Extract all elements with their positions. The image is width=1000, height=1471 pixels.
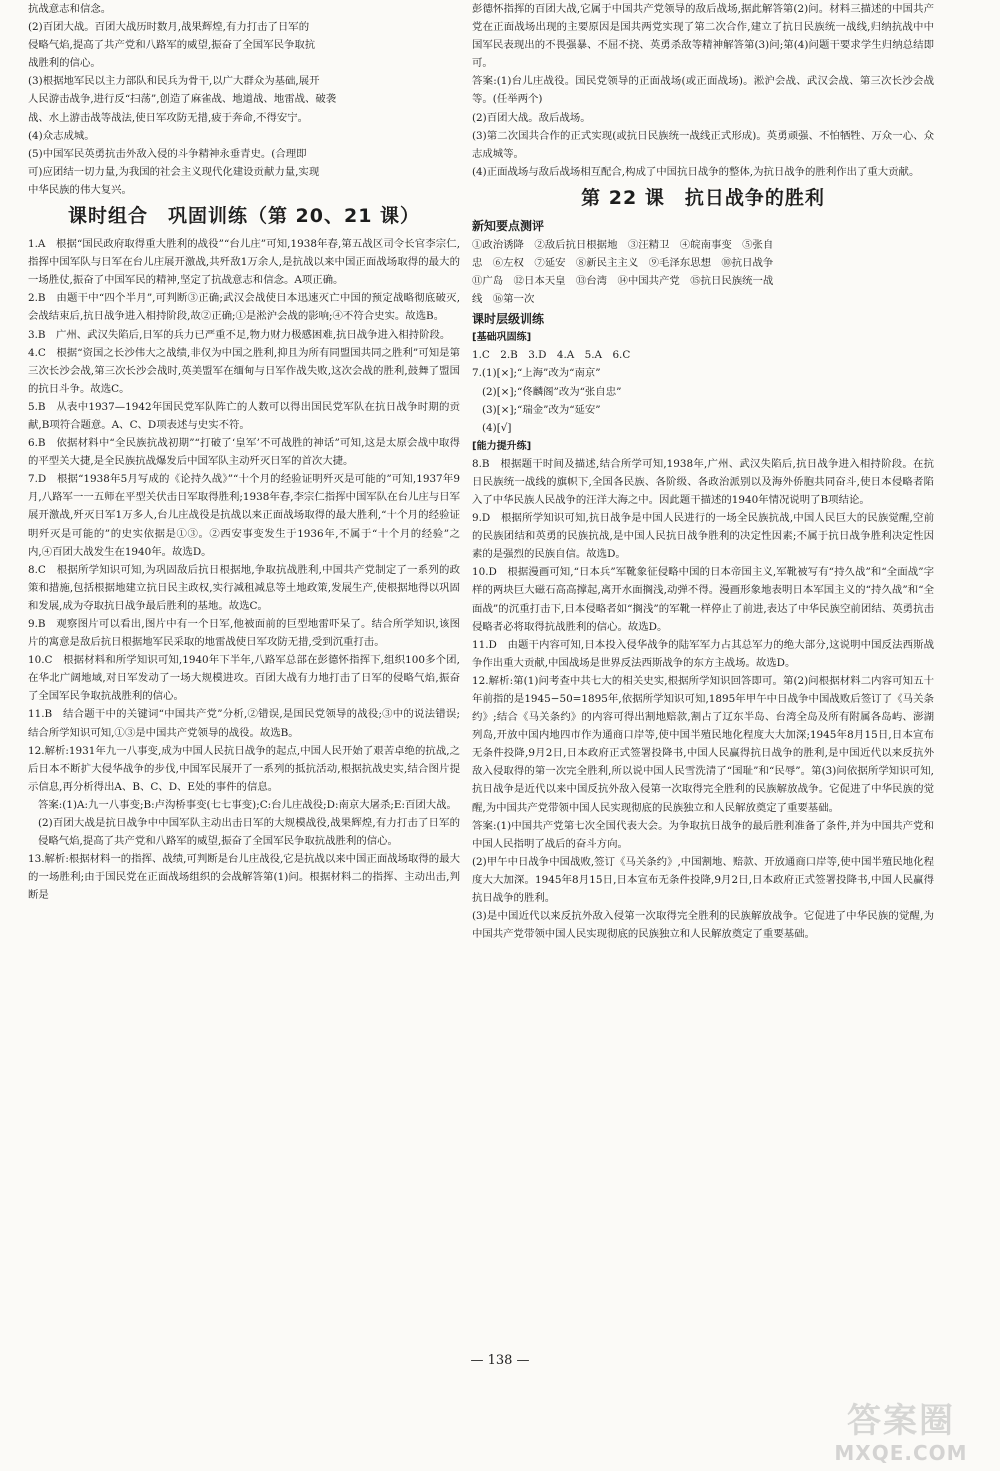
text-line: 答案:(1)台儿庄战役。国民党领导的正面战场(或正面战场)。淞沪会战、武汉会战、第三次长沙会战等。(任举两个) <box>472 75 934 106</box>
text-line: (2)百团大战。百团大战历时数月,战果辉煌,有力打击了日军的 <box>28 21 310 34</box>
answer-item: (3)是中国近代以来反抗外敌入侵第一次取得完全胜利的民族解放战争。它促进了中华民族的觉醒,为中国共产党带领中国人民实现彻底的民族独立和人民解放奠定了重要基础。 <box>472 910 934 941</box>
text-line: (3)第二次国共合作的正式实现(或抗日民族统一战线正式形成)。英勇顽强、不怕牺牲、万众一心、众志成城等。 <box>472 129 934 160</box>
text-line: (3)根据地军民以主力部队和民兵为骨干,以广大群众为基础,展开 <box>28 75 320 88</box>
page-number <box>0 1353 1000 1368</box>
text-line: 人民游击战争,进行反“扫荡”,创造了麻雀战、地道战、地雷战、破袭 <box>28 93 337 106</box>
answer-item: 4.C 根据“资国之长沙伟大之战绩,非仅为中国之胜利,抑且为所有同盟国共同之胜利”可知是第三次长沙会战,第三次长沙会战时,英美盟军在缅甸与日军作战失败,这次会战的胜利,鼓舞了盟国的抗日斗争。故选C。 <box>28 346 460 395</box>
watermark-url: MXQE.COM <box>834 1441 968 1465</box>
text-line: (2)[×];“佟麟阁”改为“张自忠” <box>482 385 622 398</box>
text-line: (4)众志成城。 <box>28 129 95 142</box>
text-line: (4)[√] <box>482 421 512 434</box>
answer-item: 2.B 由题干中“四个半月”,可判断③正确;武汉会战使日本迅速灭亡中国的预定战略彻底破灭,会战结束后,抗日战争进入相持阶段,故②正确;①是淞沪会战的影响;④不符合史实。故选B。 <box>28 292 460 323</box>
answer-item: 7.D 根据“1938年5月写成的《论持久战》”“十个月的经验证明歼灭是可能的”可知,1937年9月,八路军一一五师在平型关伏击日军取得胜利;1938年春,李宗仁指挥中国军队在台儿庄与日军展开激战,歼灭日军1万多人,台儿庄战役是抗战以来正面战场取得的最大胜利,“十个月的经验证明歼灭是可能的”的史实依据是①③。②西安事变发生于1936年,不属于“十个月的经验”之内,④百团大战发生在1940年。故选D。 <box>28 473 460 558</box>
answer-item: 答案:(1)中国共产党第七次全国代表大会。为争取抗日战争的最后胜利准备了条件,并为中国共产党和中国人民指明了战后的奋斗方向。 <box>472 819 934 850</box>
answer-item: 10.C 根据材料和所学知识可知,1940年下半年,八路军总部在彭德怀指挥下,组织100多个团,在华北广阔地域,对日军发动了一场大规模进攻。百团大战有力地打击了日军的侵略气焰,振奋了全国军民争取抗战胜利的信心。 <box>28 654 460 703</box>
text-line: 战、水上游击战等战法,使日军攻防无措,疲于奔命,不得安宁。 <box>28 111 309 124</box>
lesson-title: 第 22 课 抗日战争的胜利 <box>581 186 825 209</box>
right-column <box>472 0 934 943</box>
text-line: 彭德怀指挥的百团大战,它属于中国共产党领导的敌后战场,据此解答第(2)问。材料三描述的中国共产党在正面战场出现的主要原因是国共两党实现了第二次合作,建立了抗日民族统一战线,归纳抗战中中国军民表现出的不畏强暴、不屈不挠、英勇杀敌等精神解答第(3)问;第(4)问题干要求学生归纳总结即可。 <box>472 3 934 70</box>
answer-item: (2)百团大战是抗日战争中中国军队主动出击日军的大规模战役,战果辉煌,有力打击了日军的侵略气焰,提高了共产党和八路军的威望,振奋了全国军民争取抗战胜利的信心。 <box>38 817 460 848</box>
text-line: 中华民族的伟大复兴。 <box>28 183 132 196</box>
answer-item: 8.B 根据题干时间及描述,结合所学可知,1938年,广州、武汉失陷后,抗日战争进入相持阶段。在抗日民族统一战线的旗帜下,全国各民族、各阶级、各政治派别以及海外侨胞共同奋斗,使日本侵略者陷入了中华民族人民战争的汪洋大海之中。因此题干描述的1940年情况说明了B项结论。 <box>472 457 934 506</box>
answer-item: (2)甲午中日战争中国战败,签订《马关条约》,中国割地、赔款、开放通商口岸等,使中国半殖民地化程度大大加深。1945年8月15日,日本宣布无条件投降,9月2日,日本政府正式签署投降书,中国人民赢得抗日战争的胜利。 <box>472 855 934 905</box>
answer-item: 8.C 根据所学知识可知,为巩固敌后抗日根据地,争取抗战胜利,中国共产党制定了一系列的政策和措施,包括根据地建立抗日民主政权,实行减租减息等土地政策,发展生产,使根据地得以巩固和发展,成为夺取抗日战争最后胜利的基地。故选C。 <box>28 563 460 612</box>
text-line: 侵略气焰,提高了共产党和八路军的威望,振奋了全国军民争取抗 <box>28 39 316 52</box>
left-column <box>28 0 460 905</box>
text-line: ⑪广岛 ⑫日本天皇 ⑬台湾 ⑭中国共产党 ⑮抗日民族统一战 <box>472 275 774 288</box>
text-line: (4)正面战场与敌后战场相互配合,构成了中国抗日战争的整体,为抗日战争的胜利作出了重大贡献。 <box>472 165 920 178</box>
answer-item: 11.B 结合题干中的关键词“中国共产党”分析,②错误,是国民党领导的战役;③中的说法错误;结合所学知识可知,①③是中国共产党领导的战役。故选B。 <box>28 708 460 739</box>
answer-item: 10.D 根据漫画可知,“日本兵”军靴象征侵略中国的日本帝国主义,军靴被写有“持久战”和“全面战”字样的两块巨大磁石高高撑起,离开水面搁浅,动弹不得。漫画形象地表明日本军国主义的“持久战”和“全面战”的沉重打击下,日本侵略者如“搁浅”的军靴一样停止了前进,表达了中华民族空前团结、英勇抗击侵略者必将取得抗战胜利的信心。故选D。 <box>472 566 934 633</box>
section-title: 课时组合 巩固训练（第 20、21 课） <box>67 205 421 228</box>
text-line: 抗战意志和信念。 <box>28 3 112 15</box>
watermark-logo <box>812 1402 990 1466</box>
text-line: 战胜利的信心。 <box>28 57 101 70</box>
text-line: (2)百团大战。敌后战场。 <box>472 111 591 124</box>
answer-item: 12.解析:1931年九一八事变,成为中国人民抗日战争的起点,中国人民开始了艰苦卓绝的抗战,之后日本不断扩大侵华战争的步伐,中国军民展开了一系列的抵抗活动,根据抗战史实,结合图片提示信息,再分析得出A、B、C、D、E处的事件的信息。 <box>28 744 460 793</box>
answer-item: 12.解析:第(1)问考查中共七大的相关史实,根据所学知识回答即可。第(2)问根据材料二内容可知五十年前指的是1945−50=1895年,依据所学知识可知,1895年甲午中日战争中国战败后签订了《马关条约》;结合《马关条约》的内容可得出割地赔款,割占了辽东半岛、台湾全岛及所有附属各岛屿、澎湖列岛,开放中国内地四市作为通商口岸等,使中国半殖民地化程度大大加深;1945年8月15日,日本宣布无条件投降,9月2日,日本政府正式签署投降书,中国人民赢得抗日战争的胜利,是中国近代以来反抗外敌入侵取得的第一次完全胜利,所以说中国人民雪洗清了“国耻”和“民辱”。第(3)问依据所学知识可知,抗日战争是近代以来中国反抗外敌入侵第一次取得完全胜利的民族解放战争。它促进了中华民族的觉醒,为中国共产党带领中国人民实现彻底的民族独立和人民解放奠定了重要基础。 <box>472 674 934 814</box>
answer-item: 6.B 依据材料中“全民族抗战初期”“打破了‘皇军’不可战胜的神话”可知,这是太原会战中取得的平型关大捷,是全民族抗战爆发后中国军队主动歼灭日军的首次大捷。 <box>28 437 460 468</box>
text-line: (5)中国军民英勇抗击外敌入侵的斗争精神永垂青史。(合理即 <box>28 147 307 160</box>
answer-item: 11.D 由题干内容可知,日本投入侵华战争的陆军军力占其总军力的绝大部分,这说明中国反法西斯战争作出重大贡献,中国战场是世界反法西斯战争的东方主战场。故选D。 <box>472 638 934 669</box>
practice-heading: 课时层级训练 <box>472 312 545 327</box>
text-line: 1.C 2.B 3.D 4.A 5.A 6.C <box>472 349 631 362</box>
improve-bracket: [能力提升练] <box>472 440 532 452</box>
new-knowledge-heading: 新知要点测评 <box>472 218 545 233</box>
basic-bracket: [基础巩固练] <box>472 332 532 344</box>
answer-item: 5.B 从表中1937—1942年国民党军队阵亡的人数可以得出国民党军队在抗日战争时期的贡献,B项符合题意。A、C、D项表述与史实不符。 <box>28 400 460 431</box>
page-number-text: — 138 — <box>470 1353 530 1368</box>
text-line: 线 ⑯第一次 <box>472 293 535 306</box>
answer-item: 1.A 根据“国民政府取得重大胜利的战役”“台儿庄”可知,1938年春,第五战区司令长官李宗仁,指挥中国军队与日军在台儿庄展开激战,共歼敌1万余人,是抗战以来中国正面战场取得的最大的一场胜仗,振奋了中国军民的精神,坚定了抗战意志和信念。A项正确。 <box>28 238 460 287</box>
watermark-text: 答案圈 <box>847 1401 955 1441</box>
text-line: (3)[×];“瑞金”改为“延安” <box>482 403 601 416</box>
answer-item: 13.解析:根据材料一的指挥、战绩,可判断是台儿庄战役,它是抗战以来中国正面战场取得的最大的一场胜利;由于国民党在正面战场组织的会战解答第(1)问。根据材料二的指挥、主动出击,判断是 <box>28 853 460 902</box>
answer-item: 9.B 观察图片可以看出,图片中有一个日军,他被面前的巨型地雷吓呆了。结合所学知识,该图片的寓意是敌后抗日根据地军民采取的地雷战使日军攻防无措,受到沉重打击。 <box>28 618 460 649</box>
answer-item: 答案:(1)A:九一八事变;B:卢沟桥事变(七七事变);C:台儿庄战役;D:南京大屠杀;E:百团大战。 <box>38 798 457 811</box>
text-line: 可)应团结一切力量,为我国的社会主义现代化建设贡献力量,实现 <box>28 165 320 178</box>
text-line: 7.(1)[×];“上海”改为“南京” <box>472 367 601 380</box>
answer-item: 9.D 根据所学知识可知,抗日战争是中国人民进行的一场全民族抗战,中国人民巨大的民族觉醒,空前的民族团结和英勇的民族抗战,是中国人民抗日战争胜利的决定性因素;不属于抗日战争胜利决定性因素的是强烈的民族自信。故选D。 <box>472 512 934 561</box>
answer-item: 3.B 广州、武汉失陷后,日军的兵力已严重不足,物力财力极感困难,抗日战争进入相持阶段。 <box>28 328 451 341</box>
text-line: ①政治诱降 ②敌后抗日根据地 ③汪精卫 ④皖南事变 ⑤张自 <box>472 238 774 251</box>
text-line: 忠 ⑥左权 ⑦延安 ⑧新民主主义 ⑨毛泽东思想 ⑩抗日战争 <box>472 257 774 270</box>
